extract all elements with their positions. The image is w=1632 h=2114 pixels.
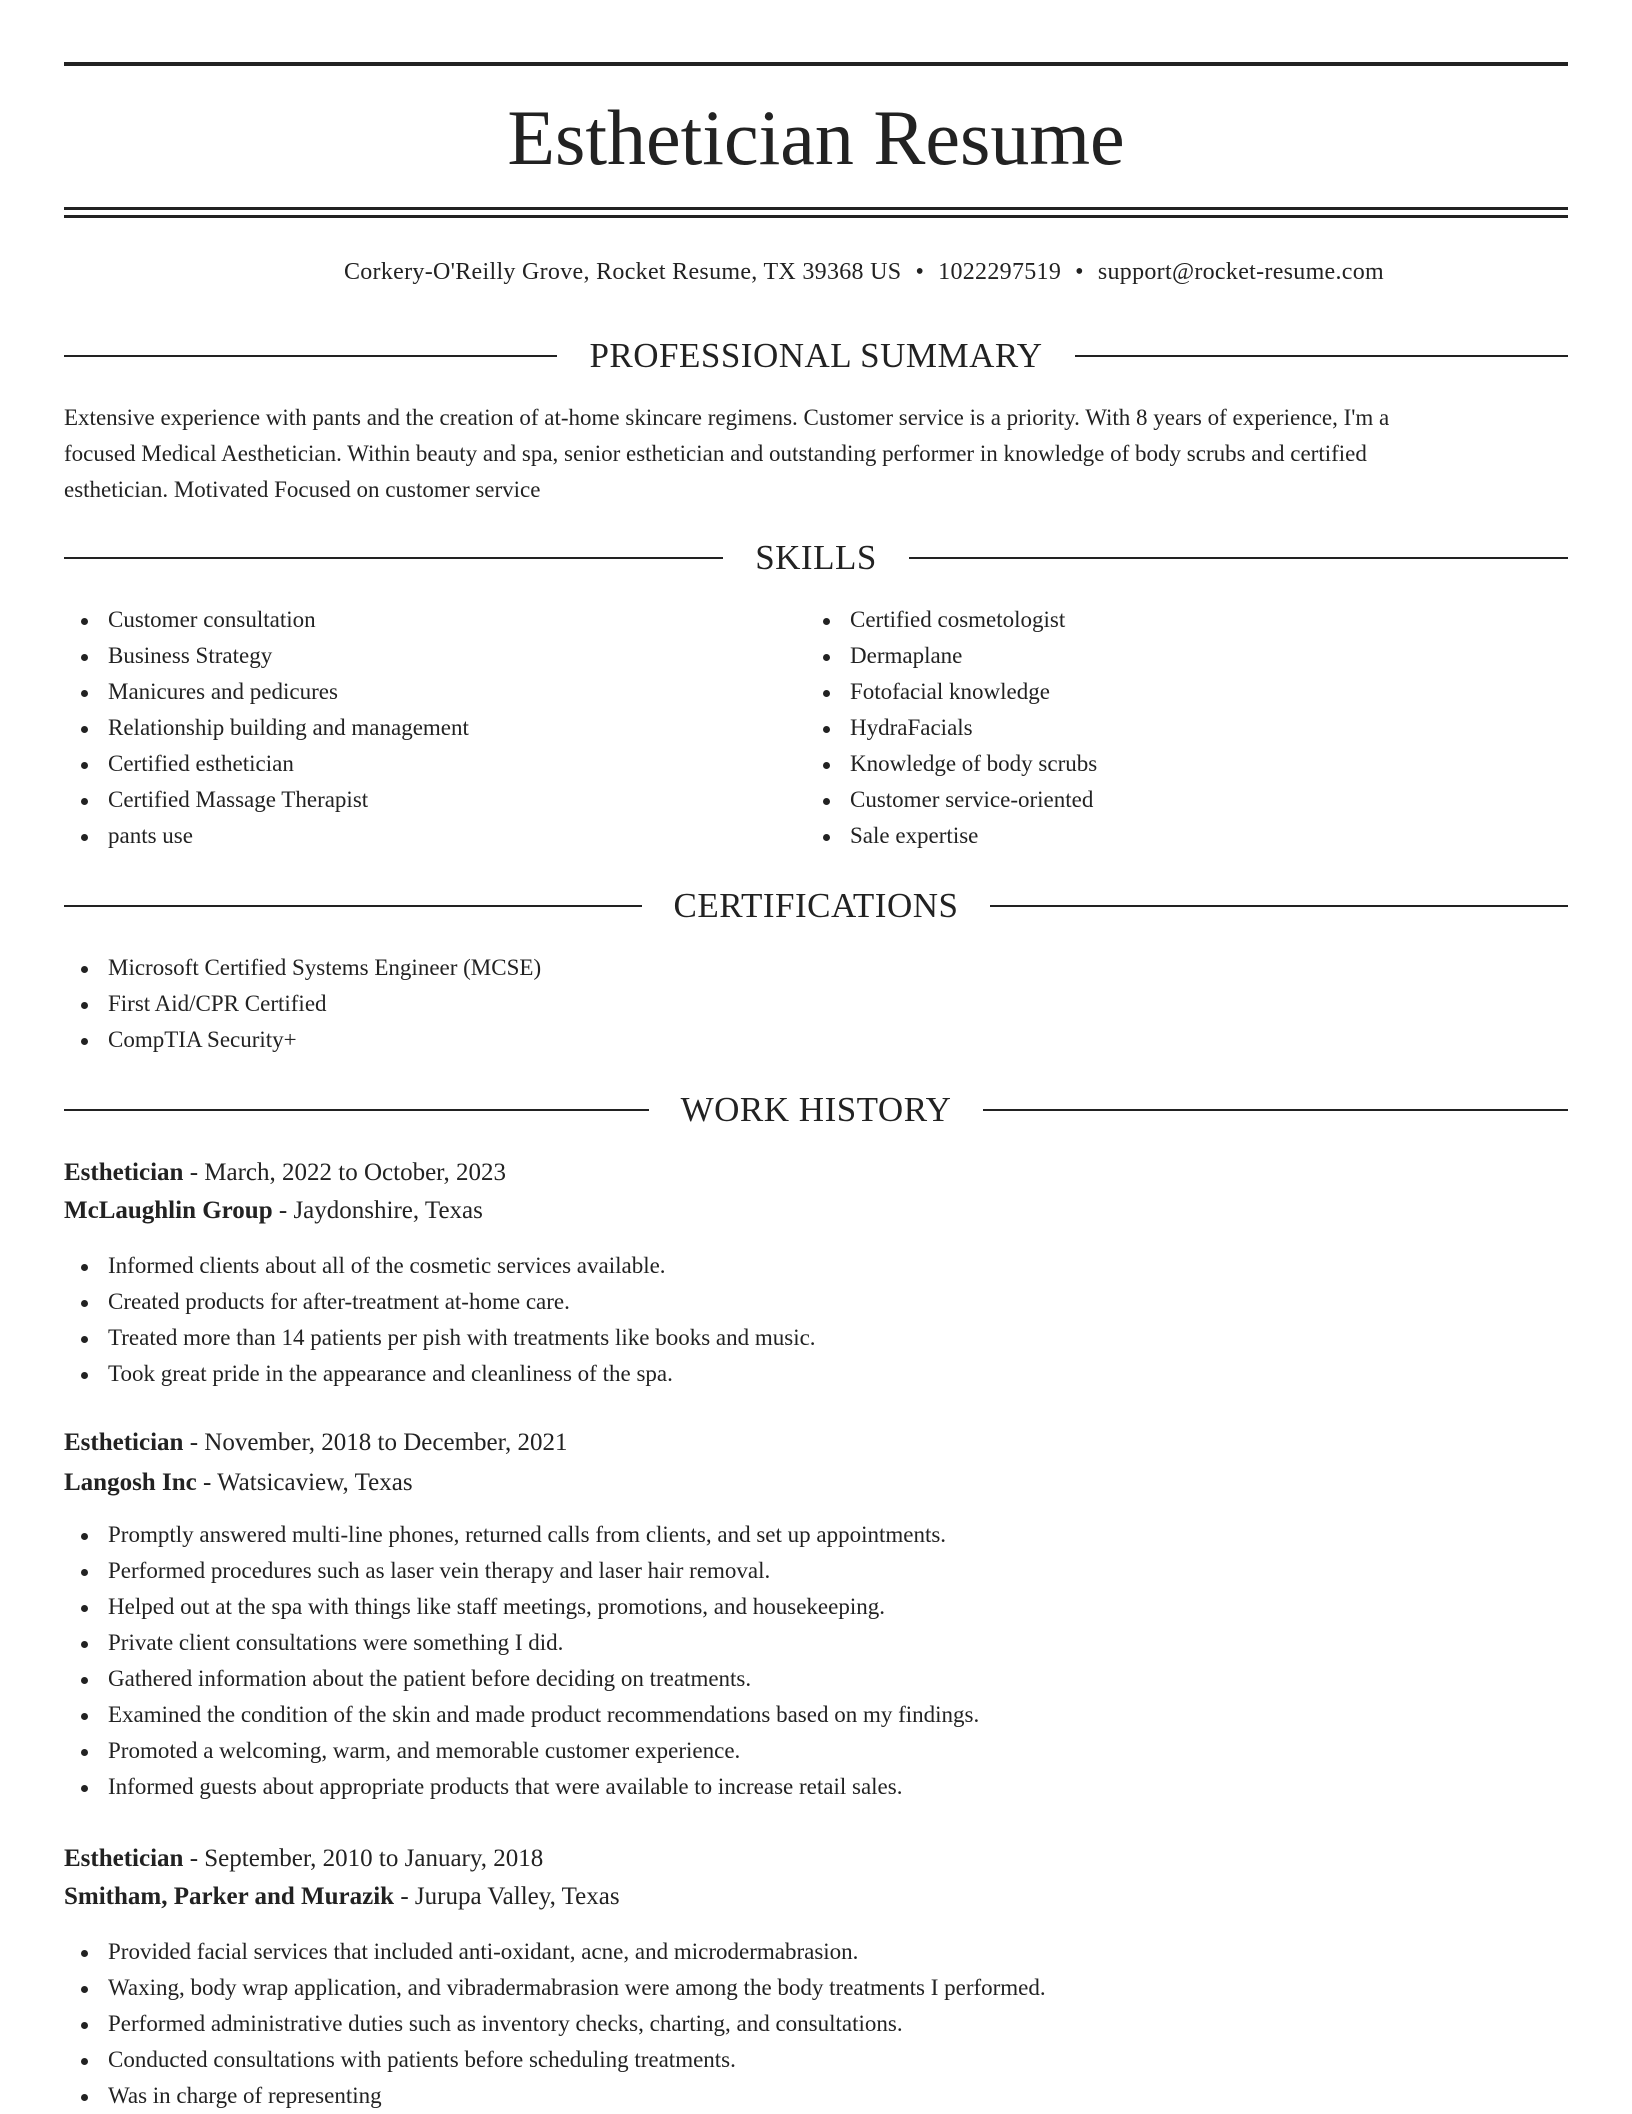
job-dates: - September, 2010 to January, 2018 <box>183 1845 544 1872</box>
job-title-line <box>64 1154 506 1192</box>
skill-item: Customer consultation <box>64 602 469 638</box>
summary-line: focused Medical Aesthetician. Within beauty and spa, senior esthetician and outstanding performer in knowledge of body scrubs and certified <box>64 441 1367 466</box>
skill-item: pants use <box>64 818 469 854</box>
top-rule <box>64 62 1568 66</box>
skill-item: Knowledge of body scrubs <box>806 746 1097 782</box>
job-location: - Watsicaview, Texas <box>196 1469 413 1496</box>
job-bullet: Helped out at the spa with things like staff meetings, promotions, and housekeeping. <box>64 1589 979 1625</box>
skill-item: Fotofacial knowledge <box>806 674 1097 710</box>
skill-item: Certified esthetician <box>64 746 469 782</box>
certifications-heading-label: CERTIFICATIONS <box>673 886 959 925</box>
summary-heading-label: PROFESSIONAL SUMMARY <box>589 336 1043 375</box>
skills-list-left <box>64 602 469 854</box>
job-bullet: Informed clients about all of the cosmetic services available. <box>64 1248 816 1284</box>
job-bullet: Took great pride in the appearance and cleanliness of the spa. <box>64 1356 816 1392</box>
job-bullet: Created products for after-treatment at-home care. <box>64 1284 816 1320</box>
job-title-line <box>64 1424 567 1462</box>
summary-line: esthetician. Motivated Focused on customer service <box>64 477 541 502</box>
summary-line: Extensive experience with pants and the creation of at-home skincare regimens. Customer service is a priority. With 8 years of experience, I'm a <box>64 405 1390 430</box>
certification-item: Microsoft Certified Systems Engineer (MCSE) <box>64 950 541 986</box>
job-title: Esthetician <box>64 1159 184 1186</box>
job-bullet: Informed guests about appropriate products that were available to increase retail sales. <box>64 1769 979 1805</box>
heading-rule-left <box>64 557 723 559</box>
summary-heading <box>64 336 1568 376</box>
job-bullet: Provided facial services that included anti-oxidant, acne, and microdermabrasion. <box>64 1934 1046 1970</box>
skill-item: Relationship building and management <box>64 710 469 746</box>
job-bullet: Treated more than 14 patients per pish with treatments like books and music. <box>64 1320 816 1356</box>
job-bullet: Performed procedures such as laser vein therapy and laser hair removal. <box>64 1553 979 1589</box>
skill-item: Customer service-oriented <box>806 782 1097 818</box>
contact-line <box>56 254 1632 290</box>
job-company: McLaughlin Group <box>64 1197 273 1224</box>
work-history-heading-label: WORK HISTORY <box>680 1090 952 1129</box>
summary-paragraph <box>64 400 1568 508</box>
job-bullet: Was in charge of representing <box>64 2078 1046 2114</box>
job-bullets <box>64 1517 979 1805</box>
contact-separator: • <box>1075 259 1084 285</box>
skill-item: Dermaplane <box>806 638 1097 674</box>
job-bullet: Conducted consultations with patients before scheduling treatments. <box>64 2042 1046 2078</box>
contact-address: Corkery-O'Reilly Grove, Rocket Resume, TX 39368 US <box>343 259 902 285</box>
job-bullet: Gathered information about the patient before deciding on treatments. <box>64 1661 979 1697</box>
skills-heading <box>64 538 1568 578</box>
job-bullets <box>64 1248 816 1392</box>
heading-rule-left <box>64 355 557 357</box>
skill-item: Manicures and pedicures <box>64 674 469 710</box>
job-company: Smitham, Parker and Murazik <box>64 1883 395 1910</box>
certification-item: CompTIA Security+ <box>64 1022 541 1058</box>
job-bullet: Waxing, body wrap application, and vibradermabrasion were among the body treatments I performed. <box>64 1970 1046 2006</box>
skill-item: Certified Massage Therapist <box>64 782 469 818</box>
job-company-line <box>64 1464 413 1502</box>
job-location: - Jurupa Valley, Texas <box>394 1883 620 1910</box>
job-bullet: Promptly answered multi-line phones, returned calls from clients, and set up appointments. <box>64 1517 979 1553</box>
job-company: Langosh Inc <box>64 1469 197 1496</box>
skills-list-right <box>806 602 1097 854</box>
job-bullet: Promoted a welcoming, warm, and memorable customer experience. <box>64 1733 979 1769</box>
certification-item: First Aid/CPR Certified <box>64 986 541 1022</box>
job-bullet: Examined the condition of the skin and made product recommendations based on my findings. <box>64 1697 979 1733</box>
job-dates: - November, 2018 to December, 2021 <box>183 1429 568 1456</box>
job-title: Esthetician <box>64 1845 184 1872</box>
contact-phone: 1022297519 <box>938 259 1062 285</box>
contact-separator: • <box>915 259 925 285</box>
skill-item: Business Strategy <box>64 638 469 674</box>
title-rule-lower <box>64 215 1568 218</box>
job-bullet: Performed administrative duties such as inventory checks, charting, and consultations. <box>64 2006 1046 2042</box>
heading-rule-right <box>1075 355 1568 357</box>
job-title: Esthetician <box>64 1429 184 1456</box>
heading-rule-right <box>909 557 1568 559</box>
work-history-heading <box>64 1090 1568 1130</box>
contact-email[interactable]: support@rocket-resume.com <box>1097 259 1385 285</box>
title-rule-upper <box>64 207 1568 210</box>
skill-item: Sale expertise <box>806 818 1097 854</box>
heading-rule-right <box>983 1109 1568 1111</box>
heading-rule-right <box>990 905 1568 907</box>
heading-rule-left <box>64 905 642 907</box>
job-location: - Jaydonshire, Texas <box>272 1197 483 1224</box>
job-company-line <box>64 1878 620 1916</box>
job-dates: - March, 2022 to October, 2023 <box>183 1159 506 1186</box>
skill-item: HydraFacials <box>806 710 1097 746</box>
heading-rule-left <box>64 1109 649 1111</box>
certifications-heading <box>64 886 1568 926</box>
job-bullet: Private client consultations were something I did. <box>64 1625 979 1661</box>
skill-item: Certified cosmetologist <box>806 602 1097 638</box>
skills-heading-label: SKILLS <box>755 538 877 577</box>
certifications-list <box>64 950 541 1058</box>
job-company-line <box>64 1192 483 1230</box>
job-title-line <box>64 1840 543 1878</box>
resume-title: Esthetician Resume <box>507 94 1125 181</box>
job-bullets <box>64 1934 1046 2114</box>
